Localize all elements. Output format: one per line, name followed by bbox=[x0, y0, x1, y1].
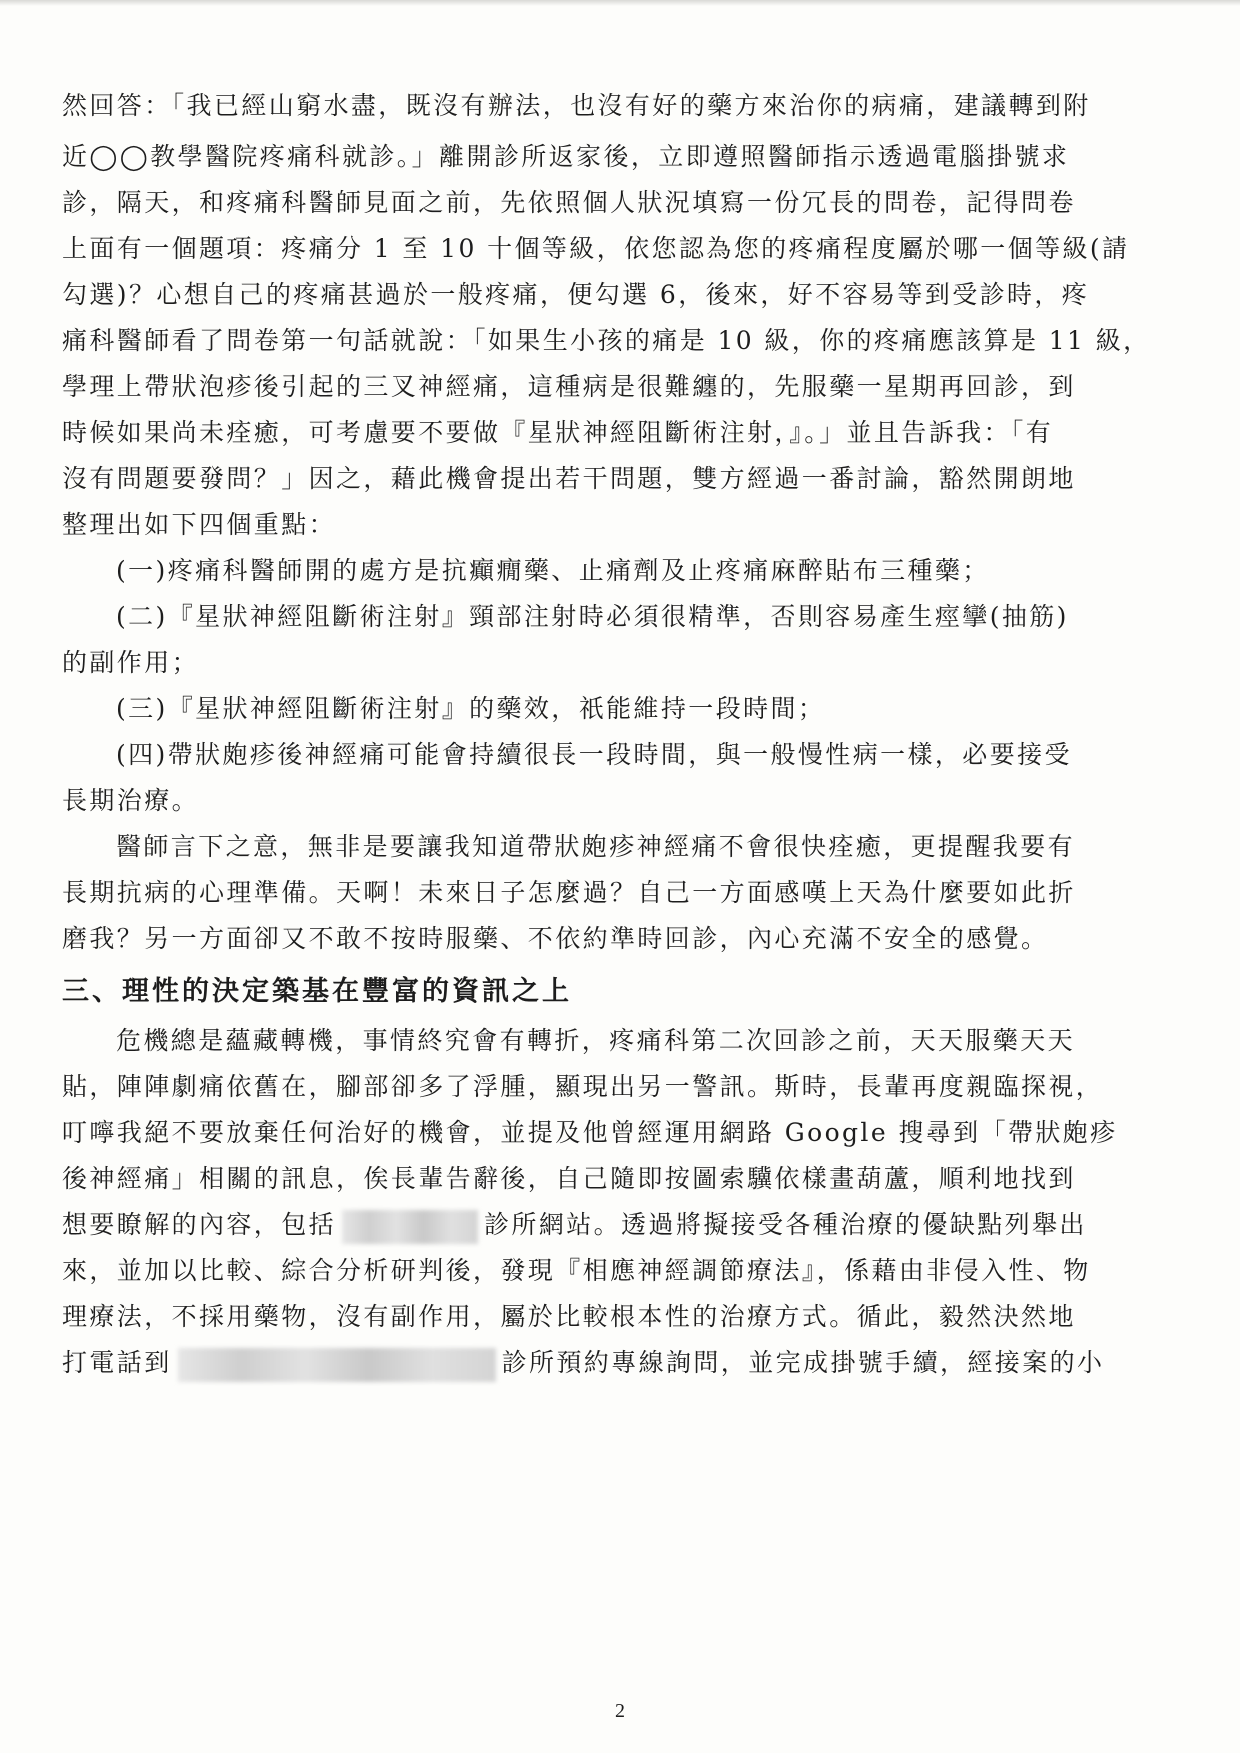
text-line: 理療法，不採用藥物，沒有副作用，屬於比較根本性的治療方式。循此，毅然決然地 bbox=[62, 1302, 1076, 1331]
redaction-blur bbox=[342, 1210, 478, 1244]
point-item-2-cont: 的副作用； bbox=[62, 648, 200, 677]
text-line: 磨我？另一方面卻又不敢不按時服藥、不依約準時回診，內心充滿不安全的感覺。 bbox=[62, 924, 1049, 953]
text-line: 診，隔天，和疼痛科醫師見面之前，先依照個人狀況填寫一份冗長的問卷，記得問卷 bbox=[62, 188, 1076, 217]
text-line: 上面有一個題項：疼痛分 1 至 10 十個等級，依您認為您的疼痛程度屬於哪一個等級(請 bbox=[62, 234, 1130, 263]
text-segment: 想要瞭解的內容，包括 bbox=[62, 1210, 337, 1239]
text-line-with-redaction bbox=[62, 1202, 1178, 1248]
text-line: 沒有問題要發問？」因之，藉此機會提出若干問題，雙方經過一番討論，豁然開朗地 bbox=[62, 464, 1076, 493]
section-heading: 三、理性的決定築基在豐富的資訊之上 bbox=[62, 976, 572, 1007]
point-item-4: (四)帶狀皰疹後神經痛可能會持續很長一段時間，與一般慢性病一樣，必要接受 bbox=[116, 740, 1072, 769]
scan-edge bbox=[0, 0, 1240, 6]
point-item-3: (三)『星狀神經阻斷術注射』的藥效，祇能維持一段時間； bbox=[116, 694, 826, 723]
text-line: 叮嚀我絕不要放棄任何治好的機會，並提及他曾經運用網路 Google 搜尋到「帶狀皰疹 bbox=[62, 1118, 1118, 1147]
point-item-1: (一)疼痛科醫師開的處方是抗癲癇藥、止痛劑及止疼痛麻醉貼布三種藥； bbox=[116, 556, 990, 585]
text-segment: 打電話到 bbox=[62, 1348, 172, 1377]
point-item-2: (二)『星狀神經阻斷術注射』頸部注射時必須很精準，否則容易產生痙攣(抽筋) bbox=[116, 602, 1069, 631]
text-line: 來，並加以比較、綜合分析研判後，發現『相應神經調節療法』，係藉由非侵入性、物 bbox=[62, 1256, 1091, 1285]
text-line: 整理出如下四個重點： bbox=[62, 510, 337, 539]
text-line: 貼，陣陣劇痛依舊在，腳部卻多了浮腫，顯現出另一警訊。斯時，長輩再度親臨探視， bbox=[62, 1072, 1104, 1101]
text-line: 然回答：「我已經山窮水盡，既沒有辦法，也沒有好的藥方來治你的病痛，建議轉到附 bbox=[62, 91, 1091, 120]
text-line: 後神經痛」相關的訊息，俟長輩告辭後，自己隨即按圖索驥依樣畫葫蘆，順利地找到 bbox=[62, 1164, 1076, 1193]
point-item-4-cont: 長期治療。 bbox=[62, 786, 200, 815]
text-segment: 診所預約專線詢問，並完成掛號手續，經接案的小 bbox=[501, 1348, 1105, 1377]
text-line: 勾選)？心想自己的疼痛甚過於一般疼痛，便勾選 6，後來，好不容易等到受診時，疼 bbox=[62, 280, 1090, 309]
text-line-with-redaction bbox=[62, 1340, 1178, 1386]
text-line: 時候如果尚未痊癒，可考慮要不要做『星狀神經阻斷術注射，』。」並且告訴我：「有 bbox=[62, 418, 1054, 447]
text-line: 痛科醫師看了問卷第一句話就說：「如果生小孩的痛是 10 級，你的疼痛應該算是 11 級， bbox=[62, 326, 1151, 355]
document-body bbox=[62, 78, 1178, 1386]
text-line: 醫師言下之意，無非是要讓我知道帶狀皰疹神經痛不會很快痊癒，更提醒我要有 bbox=[116, 832, 1076, 861]
text-line: 長期抗病的心理準備。天啊！未來日子怎麼過？自己一方面感嘆上天為什麼要如此折 bbox=[62, 878, 1076, 907]
redaction-blur bbox=[178, 1348, 496, 1382]
text-segment: 診所網站。透過將擬接受各種治療的優缺點列舉出 bbox=[484, 1210, 1087, 1239]
page-number: 2 bbox=[615, 1700, 625, 1722]
text-line: 危機總是蘊藏轉機，事情終究會有轉折，疼痛科第二次回診之前，天天服藥天天 bbox=[116, 1026, 1076, 1055]
text-line: 學理上帶狀泡疹後引起的三叉神經痛，這種病是很難纏的，先服藥一星期再回診，到 bbox=[62, 372, 1076, 401]
text-line: 近◯◯教學醫院疼痛科就診。」離開診所返家後，立即遵照醫師指示透過電腦掛號求 bbox=[62, 142, 1070, 171]
